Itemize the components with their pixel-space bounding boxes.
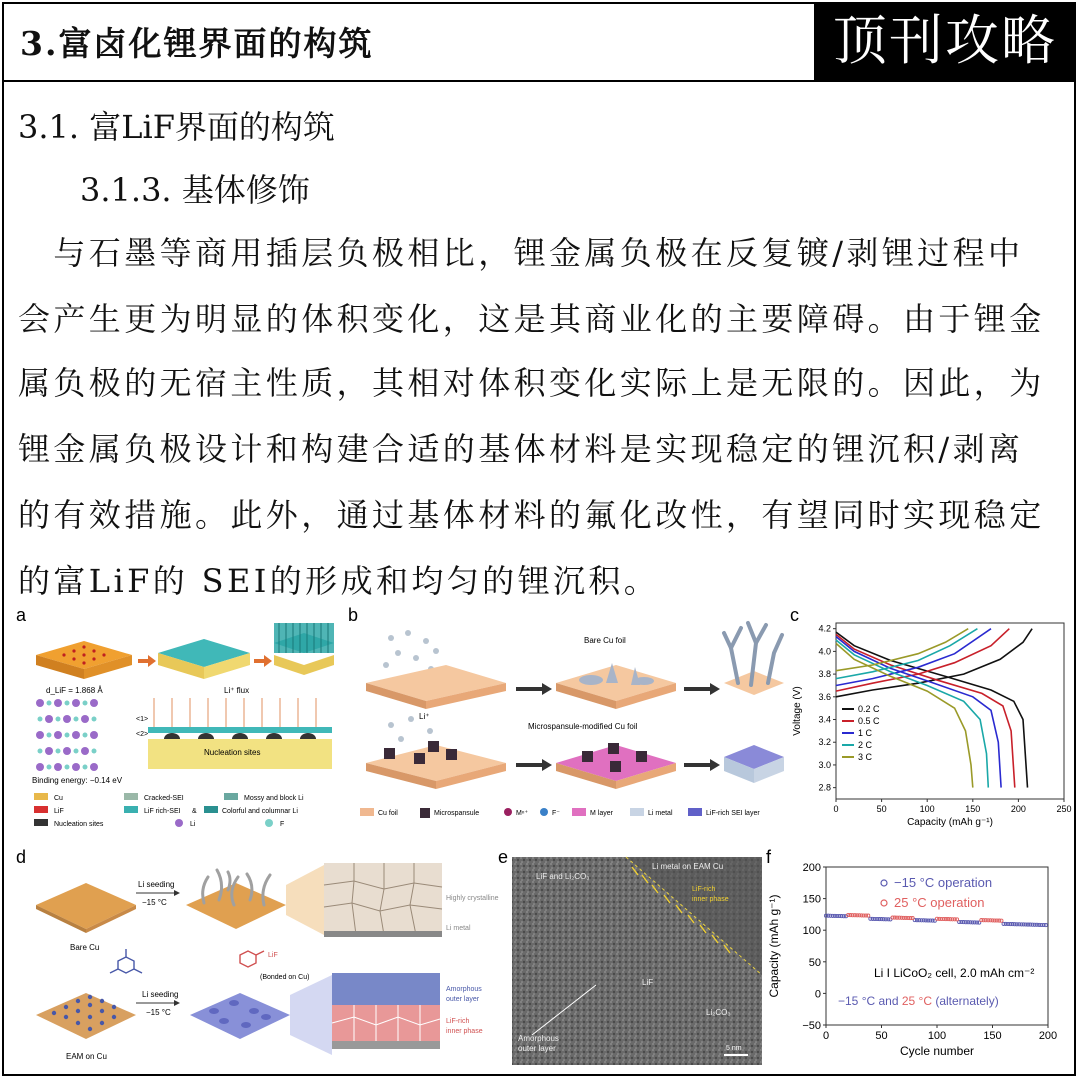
lif-molecule-icon bbox=[240, 951, 264, 967]
subsubsection-heading: 3.1.3. 基体修饰 bbox=[80, 171, 310, 209]
panel-letter-e: e bbox=[498, 847, 509, 867]
data-point bbox=[867, 914, 870, 917]
panel-letter-a: a bbox=[16, 605, 27, 625]
condition-note-b: 25 °C bbox=[901, 994, 932, 1008]
x-axis-label: Cycle number bbox=[899, 1044, 975, 1058]
crystalline-li-zoom bbox=[324, 863, 442, 935]
bare-cu-foil-label: Bare Cu foil bbox=[584, 636, 626, 645]
y-tick-label: 100 bbox=[802, 925, 821, 938]
cell-label: Li I LiCoO₂ cell, 2.0 mAh cm⁻² bbox=[874, 966, 1035, 980]
condition-note bbox=[838, 994, 999, 1008]
legend-label: Mⁿ⁺ bbox=[516, 810, 529, 817]
paragraph-line: 会产生更为明显的体积变化，这是其商业化的主要障碍。由于锂金 bbox=[18, 300, 1045, 338]
y-axis-label: Voltage (V) bbox=[792, 686, 803, 736]
x-tick-label: 50 bbox=[875, 1030, 888, 1042]
highly-crystalline-label: Highly crystalline bbox=[446, 895, 499, 902]
paragraph-line: 的富LiF的 SEI的形成和均匀的锂沉积。 bbox=[18, 562, 660, 600]
y-tick-label: 3.6 bbox=[818, 691, 831, 702]
legend-label: M layer bbox=[590, 810, 613, 817]
y-tick-label: 3.8 bbox=[818, 669, 831, 680]
legend-marker bbox=[881, 880, 887, 886]
figure-panel-a bbox=[14, 603, 344, 828]
lattice-spacing-label: d_LiF = 1.868 Å bbox=[46, 686, 103, 695]
figure-panel-b bbox=[346, 603, 786, 828]
amorphous-outer-layer bbox=[332, 973, 440, 1005]
li2co3-label: Li₂CO₃ bbox=[706, 1008, 731, 1017]
lif-layer bbox=[148, 727, 332, 733]
header-bar bbox=[2, 2, 1076, 82]
legend-label: LiF-rich SEI layer bbox=[706, 810, 760, 817]
y-tick-label: 3.4 bbox=[818, 714, 831, 725]
x-tick-label: 100 bbox=[919, 804, 935, 814]
amorphous-label: Amorphous bbox=[518, 1034, 559, 1043]
lif-label: LiF bbox=[268, 952, 278, 959]
inner-phase-label: inner phase bbox=[692, 896, 729, 903]
arrow-icon bbox=[174, 890, 180, 896]
paragraph-line: 属负极的无宿主性质，其相对体积变化实际上是无限的。因此，为 bbox=[18, 364, 1045, 402]
bare-cu-slab bbox=[36, 883, 136, 929]
legend-label: 1 C bbox=[858, 728, 873, 738]
dendrite-icon bbox=[724, 623, 782, 685]
eam-molecule-icon bbox=[110, 949, 142, 973]
legend-label: Cu foil bbox=[378, 810, 398, 817]
li-metal-label: Li metal bbox=[446, 925, 471, 932]
y-tick-label: 3.2 bbox=[818, 737, 831, 748]
lif-rich-label: LiF-rich bbox=[692, 886, 716, 893]
y-tick-label: 4.2 bbox=[818, 623, 831, 634]
marker-2: <2> bbox=[136, 731, 149, 738]
legend-label: 25 °C operation bbox=[894, 895, 985, 910]
nucleation-domes bbox=[164, 733, 316, 739]
series-line-charge bbox=[836, 629, 1032, 697]
legend-label: 0.2 C bbox=[858, 704, 880, 714]
legend-label: 2 C bbox=[858, 740, 873, 750]
panel-letter-b: b bbox=[348, 605, 359, 625]
legend-label: Nucleation sites bbox=[54, 821, 104, 828]
binding-energy-label: Binding energy: −0.14 eV bbox=[32, 776, 123, 785]
x-tick-label: 0 bbox=[833, 804, 839, 814]
x-tick-label: 200 bbox=[1038, 1030, 1058, 1042]
arrow-icon bbox=[684, 759, 720, 771]
li-seeding-label: Li seeding bbox=[138, 880, 175, 889]
data-point bbox=[911, 917, 914, 920]
temperature-label: −15 °C bbox=[142, 898, 167, 907]
x-tick-label: 150 bbox=[965, 804, 981, 814]
li-seeding-label: Li seeding bbox=[142, 990, 179, 999]
y-axis-label: Capacity (mAh g⁻¹) bbox=[767, 894, 781, 998]
lif-rich-label: LiF-rich bbox=[446, 1018, 470, 1025]
y-tick-label: 50 bbox=[808, 956, 821, 969]
legend-label: Cu bbox=[54, 795, 63, 802]
brand-logo: 顶刊攻略 bbox=[814, 2, 1076, 80]
li-flux-lines bbox=[154, 698, 316, 728]
slab-side bbox=[274, 655, 334, 675]
paragraph-line: 锂金属负极设计和构建合适的基体材料是实现稳定的锂沉积/剥离 bbox=[18, 430, 1024, 468]
y-tick-label: 3.0 bbox=[818, 759, 831, 770]
amorphous-label: Amorphous bbox=[446, 986, 482, 993]
x-tick-label: 0 bbox=[822, 1030, 830, 1042]
x-axis-label: Capacity (mAh g⁻¹) bbox=[907, 817, 993, 828]
columnar-li bbox=[274, 623, 334, 653]
zoom-cone bbox=[290, 975, 332, 1055]
condition-note-a: −15 °C and bbox=[838, 994, 902, 1008]
legend-a bbox=[34, 793, 304, 828]
inner-phase-label: inner phase bbox=[446, 1028, 483, 1035]
data-point bbox=[1044, 924, 1047, 927]
legend-label: Microspansule bbox=[434, 810, 480, 817]
x-tick-label: 200 bbox=[1010, 804, 1026, 814]
outer-layer-label: outer layer bbox=[518, 1044, 556, 1053]
legend-label: Li metal bbox=[648, 810, 673, 817]
paragraph-line: 的有效措施。此外，通过基体材料的氟化改性，有望同时实现稳定 bbox=[18, 496, 1045, 534]
zoom-cone bbox=[286, 865, 324, 935]
legend-label: & bbox=[192, 808, 197, 815]
arrow-icon bbox=[684, 683, 720, 695]
eam-on-cu-label: EAM on Cu bbox=[66, 1052, 107, 1061]
x-tick-label: 100 bbox=[927, 1030, 947, 1042]
legend-label: F⁻ bbox=[552, 810, 560, 817]
legend-label: LiF bbox=[54, 808, 64, 815]
legend-label: F bbox=[280, 821, 285, 828]
y-tick-label: −50 bbox=[802, 1020, 821, 1032]
arrow-icon bbox=[138, 655, 156, 667]
legend-label: Mossy and block Li bbox=[244, 795, 304, 802]
arrow-icon bbox=[516, 683, 552, 695]
eam-cu-li-slab bbox=[190, 993, 290, 1039]
legend-label: Colorful and columnar Li bbox=[222, 808, 298, 815]
li-ion-label: Li⁺ bbox=[419, 712, 430, 721]
y-tick-label: 150 bbox=[802, 893, 821, 906]
marker-1: <1> bbox=[136, 716, 149, 723]
legend-label: LiF rich-SEI bbox=[144, 808, 181, 815]
legend-label: Cracked-SEI bbox=[144, 795, 184, 802]
figure-panel-d bbox=[14, 845, 499, 1067]
scale-label: 5 nm bbox=[726, 1045, 742, 1052]
cycling-capacity-chart bbox=[764, 845, 1074, 1067]
lif-lattice bbox=[36, 699, 98, 771]
data-point bbox=[1000, 919, 1003, 922]
voltage-capacity-chart bbox=[788, 603, 1072, 828]
li-on-eam-label: Li metal on EAM Cu bbox=[652, 862, 724, 871]
cu-bottom bbox=[332, 1041, 440, 1049]
microspansule-foil-label: Microspansule-modified Cu foil bbox=[528, 722, 638, 731]
legend-marker bbox=[881, 900, 887, 906]
data-point bbox=[955, 918, 958, 921]
legend-label: −15 °C operation bbox=[894, 875, 993, 890]
lif-label: LiF bbox=[642, 978, 654, 987]
outer-layer-label: outer layer bbox=[446, 996, 480, 1003]
y-tick-label: 0 bbox=[814, 988, 821, 1001]
eam-cu-slab bbox=[36, 993, 136, 1039]
x-tick-label: 250 bbox=[1056, 804, 1072, 814]
cu-slab-dendrites bbox=[186, 883, 286, 929]
y-tick-label: 4.0 bbox=[818, 646, 831, 657]
panel-letter-f: f bbox=[766, 847, 772, 867]
y-tick-label: 2.8 bbox=[818, 782, 831, 793]
panel-letter-c: c bbox=[790, 605, 799, 625]
legend-label: 3 C bbox=[858, 752, 873, 762]
x-tick-label: 50 bbox=[876, 804, 887, 814]
x-tick-label: 150 bbox=[983, 1030, 1002, 1042]
cu-bottom bbox=[324, 931, 442, 937]
li-ion-particles bbox=[383, 630, 439, 672]
lif-li2co3-label: LiF and Li₂CO₃ bbox=[536, 872, 590, 881]
y-tick-label: 200 bbox=[802, 862, 821, 874]
arrow-icon bbox=[516, 759, 552, 771]
bonded-label: (Bonded on Cu) bbox=[260, 974, 310, 981]
section-title: 3.富卤化锂界面的构筑 bbox=[20, 24, 374, 63]
subsection-heading: 3.1. 富LiF界面的构筑 bbox=[18, 108, 335, 146]
panel-letter-d: d bbox=[16, 847, 27, 867]
condition-note-c: (alternately) bbox=[932, 994, 999, 1008]
paragraph-line: 与石墨等商用插层负极相比，锂金属负极在反复镀/剥锂过程中 bbox=[18, 234, 1024, 272]
arrow-icon bbox=[174, 1000, 180, 1006]
figure-panel-e bbox=[496, 845, 766, 1067]
nucleation-sites-label: Nucleation sites bbox=[204, 748, 261, 757]
temperature-label: −15 °C bbox=[146, 1008, 171, 1017]
legend-label: 0.5 C bbox=[858, 716, 880, 726]
legend-b bbox=[360, 808, 760, 818]
bare-cu-label: Bare Cu bbox=[70, 943, 100, 952]
li-flux-label: Li⁺ flux bbox=[224, 686, 250, 695]
arrow-icon bbox=[254, 655, 272, 667]
legend-label: Li bbox=[190, 821, 196, 828]
